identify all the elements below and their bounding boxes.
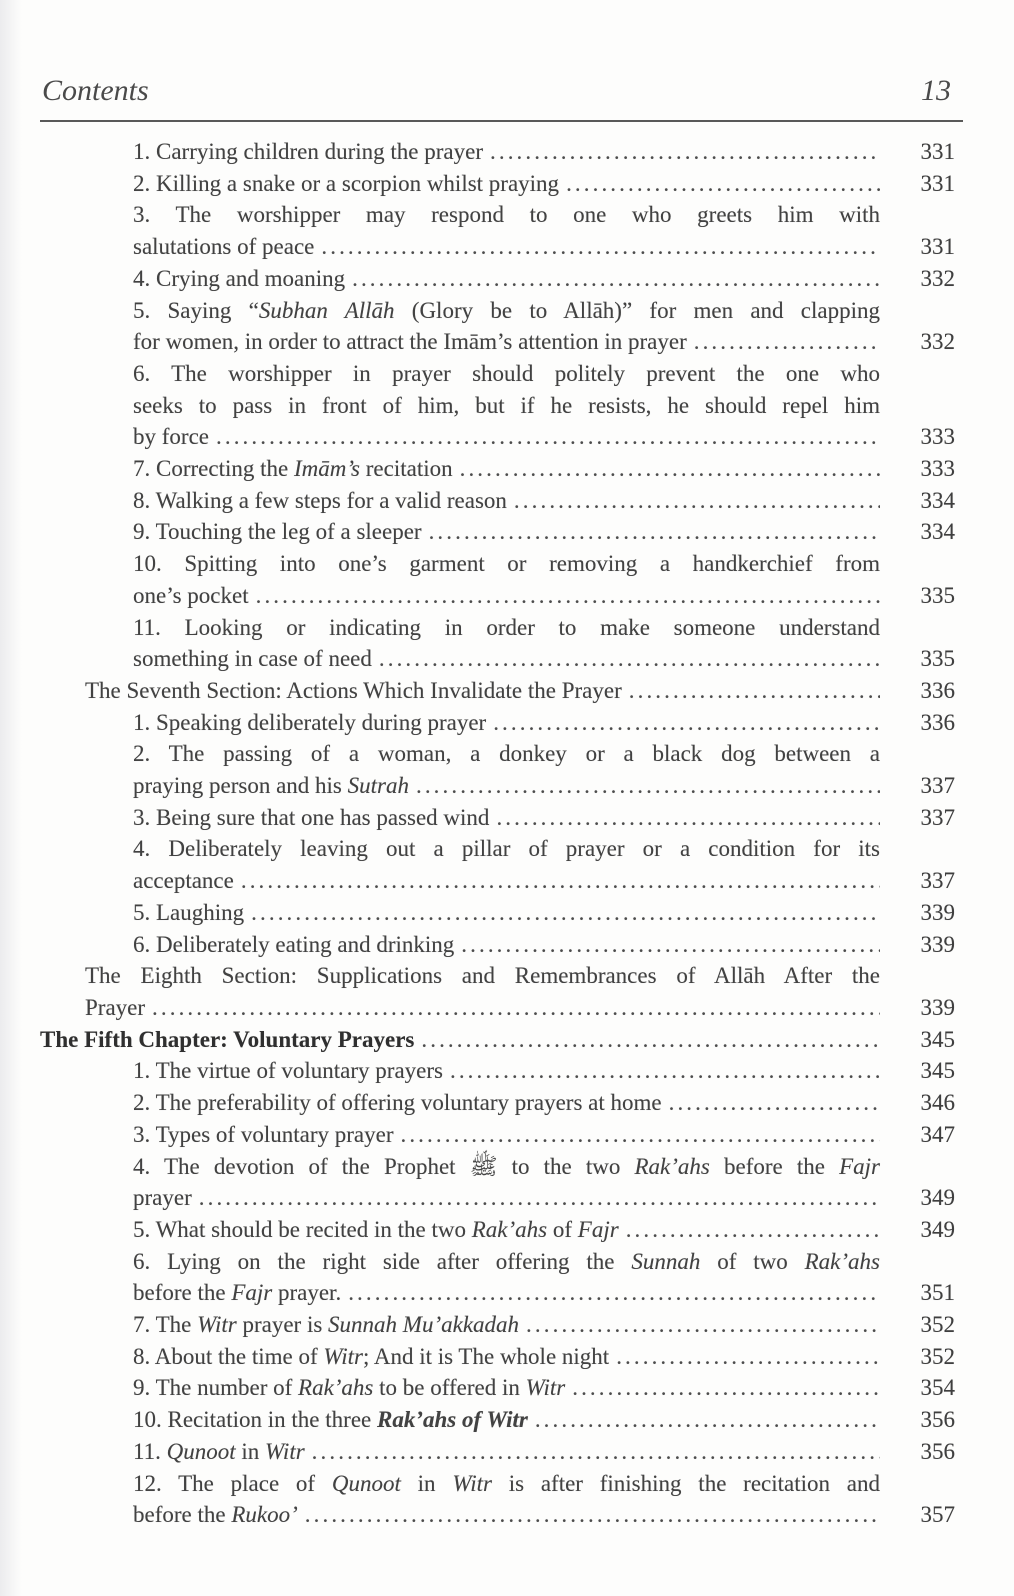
toc-line [133,707,955,739]
toc-page-number: 352 [920,1343,955,1369]
toc-line [133,326,955,358]
toc-page-number: 334 [920,487,955,513]
toc-entry [40,929,955,961]
toc-entry-title: something in case of need [133,646,372,672]
toc-page-number: 345 [920,1026,955,1052]
toc-entry [40,199,955,262]
dot-leader [669,1087,880,1119]
toc-line [133,802,955,834]
toc-entry-title: 7. The Witr prayer is Sunnah Mu’akkadah [133,1312,520,1338]
toc-entry [40,1214,955,1246]
toc-page-number: 356 [920,1407,955,1433]
header-rule [40,120,963,122]
dot-leader [400,1119,880,1151]
toc-entry [40,1087,955,1119]
toc-page-number: 332 [920,329,955,355]
dot-leader [616,1341,880,1373]
toc-line: 10. Spitting into one’s garment or removing a handkerchief from [133,551,880,577]
toc-line: 3. The worshipper may respond to one who greets him with [133,202,880,228]
toc-line: 5. Saying “Subhan Allāh (Glory be to Allāh)” for men and clapping [133,297,880,323]
toc-entry [40,485,955,517]
dot-leader [535,1404,880,1436]
toc-entry [40,1309,955,1341]
dot-leader [694,326,880,358]
toc-page-number: 331 [920,234,955,260]
toc-entry-title: 1. Speaking deliberately during prayer [133,709,487,735]
toc-entry-title: 1. The virtue of voluntary prayers [133,1058,443,1084]
toc-entry-title: 2. Killing a snake or a scorpion whilst praying [133,170,560,196]
toc-page-number: 331 [920,170,955,196]
toc-line: 11. Looking or indicating in order to make someone understand [133,614,880,640]
toc-line [133,421,955,453]
toc-entry [40,1246,955,1309]
toc-page-number: 336 [920,677,955,703]
toc-entry-title: 4. Crying and moaning [133,265,346,291]
toc-line: 6. Lying on the right side after offering the Sunnah of two Rak’ahs [133,1248,880,1274]
toc-line [133,770,955,802]
toc-entry [40,1436,955,1468]
toc-line [133,485,955,517]
toc-page-number: 349 [920,1185,955,1211]
toc-page-number: 339 [920,899,955,925]
toc-entry [40,833,955,896]
toc-line [133,516,955,548]
toc-entry-title: for women, in order to attract the Imām’s attention in prayer [133,329,687,355]
dot-leader [526,1309,880,1341]
toc-line [85,675,955,707]
toc-entry [40,707,955,739]
toc-line [133,1182,955,1214]
dot-leader [421,1024,880,1056]
toc-page-number: 339 [920,994,955,1020]
dot-leader [352,263,880,295]
toc-line [133,1119,955,1151]
toc-line [133,453,955,485]
toc-entry [40,1055,955,1087]
toc-entry-title: 3. Types of voluntary prayer [133,1121,394,1147]
toc-entry [40,1341,955,1373]
toc-entry [40,675,955,707]
toc-line [133,1309,955,1341]
toc-entry [40,1468,955,1531]
dot-leader [496,802,880,834]
dot-leader [514,485,880,517]
toc-line: seeks to pass in front of him, but if he resists, he should repel him [133,392,880,418]
toc-page-number: 346 [920,1090,955,1116]
toc-entry-title: 5. What should be recited in the two Rak’ahs of Fajr [133,1216,619,1242]
toc-entry [40,548,955,611]
dot-leader [566,168,880,200]
toc-line [133,1214,955,1246]
dot-leader [199,1182,880,1214]
toc-line: 6. The worshipper in prayer should politely prevent the one who [133,360,880,386]
toc-line [133,865,955,897]
toc-entry [40,263,955,295]
toc-page-number: 337 [920,773,955,799]
toc-line [133,1436,955,1468]
toc-page-number: 332 [920,265,955,291]
toc-entry-title: 3. Being sure that one has passed wind [133,804,490,830]
toc-entry [40,516,955,548]
toc-line: 12. The place of Qunoot in Witr is after finishing the recitation and [133,1470,881,1496]
toc-line [133,1087,955,1119]
toc-page-number: 347 [920,1121,955,1147]
toc-entry-title: 6. Deliberately eating and drinking [133,931,455,957]
toc-page-number: 331 [920,139,955,164]
dot-leader [461,929,880,961]
dot-leader [572,1372,880,1404]
page-title: Contents [42,74,149,107]
toc-page-number: 333 [920,424,955,450]
dot-leader [241,865,880,897]
toc-entry-title: praying person and his Sutrah [133,773,409,799]
toc-entry-title: Prayer [85,994,146,1020]
toc-page-number: 336 [920,709,955,735]
dot-leader [416,770,880,802]
toc-entry [40,453,955,485]
toc-line [133,168,955,200]
toc-page-number: 354 [920,1375,955,1401]
toc-entry-title: before the Rukoo’ [133,1502,298,1528]
toc-line [133,1499,955,1531]
toc-page-number: 335 [920,582,955,608]
dot-leader [429,516,880,548]
dot-leader [305,1499,880,1531]
toc-entry-title: by force [133,424,209,450]
toc-entry-title: 9. Touching the leg of a sleeper [133,519,422,545]
toc-entry-title: 5. Laughing [133,899,245,925]
toc-page-number: 345 [920,1058,955,1084]
dot-leader [450,1055,880,1087]
toc-entry [40,168,955,200]
dot-leader [216,421,880,453]
toc-entry [40,358,955,453]
toc-line [133,643,955,675]
toc-entry-title: 2. The preferability of offering voluntary prayers at home [133,1090,662,1116]
toc-line [133,1404,955,1436]
dot-leader [379,643,880,675]
toc-entry [40,960,955,1023]
toc-line: 4. Deliberately leaving out a pillar of prayer or a condition for its [133,836,880,862]
dot-leader [490,136,880,168]
toc-entry-title: 10. Recitation in the three Rak’ahs of Witr [133,1407,528,1433]
toc-line [85,992,955,1024]
toc-entry [40,1404,955,1436]
toc-line: The Eighth Section: Supplications and Remembrances of Allāh After the [85,963,880,989]
toc-entry-title: 1. Carrying children during the prayer [133,139,483,164]
toc-line: 4. The devotion of the Prophet ﷺ to the two Rak’ahs before the Fajr [133,1153,880,1179]
table-of-contents [40,136,955,1531]
toc-entry-title: one’s pocket [133,582,249,608]
toc-line [133,929,955,961]
toc-line [133,263,955,295]
toc-line [133,897,955,929]
toc-entry-title: prayer [133,1185,192,1211]
toc-line [133,136,955,168]
toc-entry [40,136,955,168]
toc-entry-title: 8. Walking a few steps for a valid reason [133,487,507,513]
page-number: 13 [921,74,951,107]
toc-page-number: 333 [920,456,955,482]
toc-entry [40,738,955,801]
toc-entry-title: 8. About the time of Witr; And it is The whole night [133,1343,610,1369]
dot-leader [256,580,880,612]
toc-page-number: 352 [920,1312,955,1338]
toc-entry-title: 7. Correcting the Imām’s recitation [133,456,453,482]
toc-line [133,1341,955,1373]
dot-leader [152,992,880,1024]
toc-entry-title: 11. Qunoot in Witr [133,1438,305,1464]
toc-entry [40,802,955,834]
toc-entry [40,1024,955,1056]
toc-page-number: 337 [920,804,955,830]
toc-line: 2. The passing of a woman, a donkey or a black dog between a [133,741,880,767]
toc-entry-title: before the Fajr prayer. [133,1280,342,1306]
toc-page-number: 339 [920,931,955,957]
toc-entry [40,897,955,929]
toc-entry-title: salutations of peace [133,234,315,260]
toc-page-number: 334 [920,519,955,545]
dot-leader [348,1277,880,1309]
dot-leader [493,707,880,739]
dot-leader [321,231,880,263]
toc-page-number: 335 [920,646,955,672]
toc-entry [40,1151,955,1214]
toc-entry [40,612,955,675]
toc-page-number: 351 [920,1280,955,1306]
toc-entry [40,295,955,358]
toc-line [40,1024,955,1056]
dot-leader [626,1214,880,1246]
dot-leader [460,453,880,485]
toc-page-number: 337 [920,868,955,894]
toc-entry-title: The Seventh Section: Actions Which Invalidate the Prayer [85,677,622,703]
toc-line [133,231,955,263]
toc-page-number: 357 [920,1502,955,1528]
toc-entry-title: The Fifth Chapter: Voluntary Prayers [40,1026,415,1052]
dot-leader [312,1436,880,1468]
toc-entry [40,1119,955,1151]
toc-entry [40,1372,955,1404]
toc-entry-title: 9. The number of Rak’ahs to be offered in Witr [133,1375,566,1401]
toc-page-number: 356 [920,1438,955,1464]
toc-line [133,1372,955,1404]
toc-line [133,580,955,612]
page-header [40,74,955,108]
dot-leader [251,897,880,929]
toc-line [133,1277,955,1309]
toc-line [133,1055,955,1087]
toc-page-number: 349 [920,1216,955,1242]
dot-leader [629,675,880,707]
toc-entry-title: acceptance [133,868,234,894]
